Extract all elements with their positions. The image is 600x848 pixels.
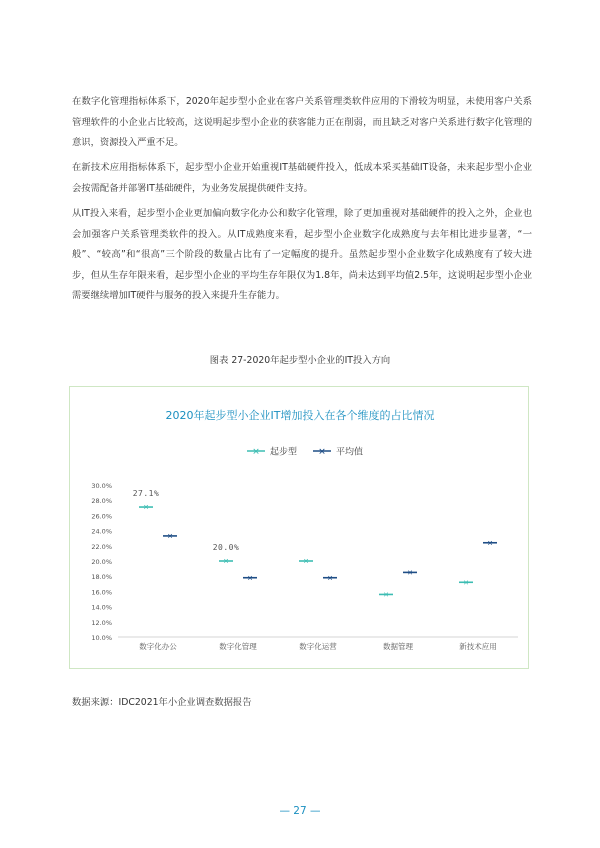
- legend-item-start: [247, 446, 297, 458]
- x-category-label: 数字化管理: [219, 642, 257, 651]
- y-axis: [91, 482, 112, 642]
- svg-text:✕: ✕: [383, 591, 389, 600]
- paragraph-crm: 在数字化管理指标体系下，2020年起步型小企业在客户关系管理类软件应用的下滑较为明显，未使用客户关系管理软件的小企业占比较高，这说明起步型小企业的获客能力正在削弱，而且缺乏对客户关系进行数字化管理的意识，资源投入严重不足。: [72, 96, 532, 148]
- page-number: — 27 —: [279, 805, 321, 817]
- svg-text:✕: ✕: [167, 532, 173, 541]
- data-marks: [133, 489, 497, 599]
- y-tick-label: 10.0%: [91, 634, 112, 642]
- chart-legend: [247, 446, 363, 458]
- paragraph-it-investment: 从IT投入来看，起步型小企业更加偏向数字化办公和数字化管理，除了更加重视对基础硬件的投入之外，企业也会加强客户关系管理类软件的投入。从IT成熟度来看，起步型小企业数字化成熟度与去年相比进步显著，“一般”、“较高”和“很高”三个阶段的数量占比有了一定幅度的提升。虽然起步型小企业数字化成熟度有了较大进步，但从生存年限来看，起步型小企业的平均生存年限仅为1.8年，尚未达到平均值2.5年，这说明起步型小企业需要继续增加IT硬件与服务的投入来提升生存能力。: [72, 208, 532, 301]
- svg-text:✕: ✕: [303, 557, 309, 566]
- legend-item-average: [313, 446, 363, 458]
- y-tick-label: 28.0%: [91, 497, 112, 506]
- y-tick-label: 26.0%: [91, 512, 112, 521]
- y-tick-label: 20.0%: [91, 558, 112, 566]
- chart-svg: [70, 387, 530, 670]
- y-tick-label: 16.0%: [91, 588, 112, 597]
- y-tick-label: 22.0%: [91, 542, 112, 551]
- svg-text:✕: ✕: [143, 503, 149, 512]
- svg-text:✕: ✕: [318, 447, 326, 458]
- y-tick-label: 12.0%: [91, 618, 112, 627]
- paragraph-new-tech: 在新技术应用指标体系下，起步型小企业开始重视IT基础硬件投入，低成本采买基础IT设备，未来起步型小企业会按需配备并部署IT基础硬件，为业务发展提供硬件支持。: [72, 162, 532, 194]
- x-category-label: 数字化办公: [139, 642, 177, 651]
- data-point-average: [403, 569, 417, 577]
- data-label: 20.0%: [212, 543, 240, 552]
- chart-title: 2020年起步型小企业IT增加投入在各个维度的占比情况: [165, 409, 435, 422]
- y-tick-label: 18.0%: [91, 573, 112, 582]
- data-source-note: 数据来源：IDC2021年小企业调查数据报告: [72, 697, 252, 708]
- data-point-average: [163, 533, 177, 541]
- data-point-average: [243, 574, 257, 582]
- svg-text:✕: ✕: [327, 574, 333, 583]
- data-point-average: [323, 574, 337, 582]
- data-point-start: [379, 591, 393, 599]
- chart-container: [69, 386, 529, 669]
- data-point-start: [139, 504, 153, 512]
- svg-text:✕: ✕: [487, 539, 493, 548]
- legend-label-average: 平均值: [336, 447, 364, 458]
- svg-text:✕: ✕: [252, 447, 260, 458]
- y-tick-label: 24.0%: [91, 527, 112, 536]
- data-label: 27.1%: [132, 489, 160, 499]
- svg-text:✕: ✕: [407, 569, 413, 577]
- figure-caption: 图表 27-2020年起步型小企业的IT投入方向: [209, 355, 391, 366]
- x-category-label: 新技术应用: [459, 642, 497, 651]
- svg-text:✕: ✕: [223, 557, 229, 566]
- data-point-start: [299, 558, 313, 566]
- y-tick-label: 30.0%: [91, 482, 112, 490]
- x-category-label: 数字化运营: [299, 642, 337, 651]
- legend-label-start: 起步型: [270, 447, 298, 458]
- data-point-average: [483, 539, 497, 547]
- svg-text:✕: ✕: [247, 574, 253, 583]
- data-point-start: [459, 579, 473, 587]
- svg-text:✕: ✕: [463, 578, 469, 587]
- x-axis: [118, 637, 518, 651]
- data-point-start: [219, 558, 233, 566]
- y-tick-label: 14.0%: [91, 603, 112, 612]
- x-category-label: 数据管理: [383, 642, 413, 651]
